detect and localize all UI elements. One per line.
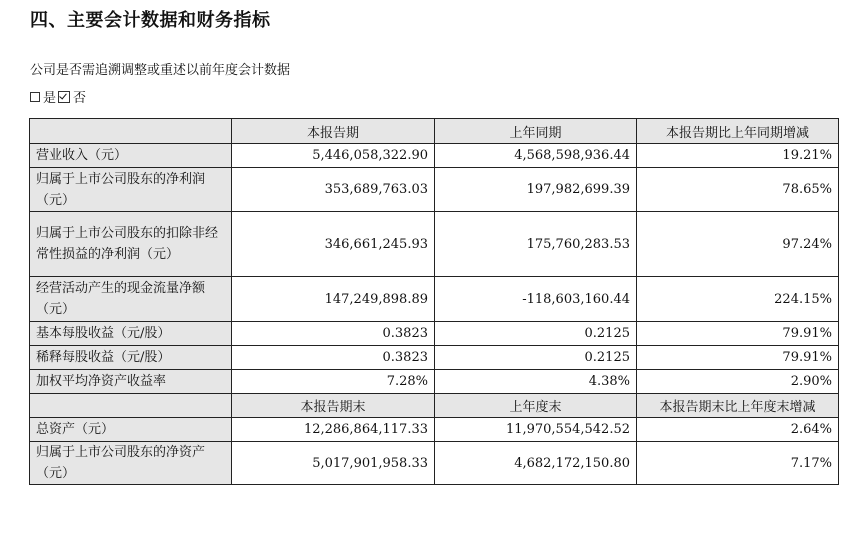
- table-row: [30, 346, 839, 370]
- value-cell: 12,286,864,117.33: [232, 418, 435, 442]
- value-cell: 79.91%: [637, 322, 839, 346]
- value-cell: 0.2125: [435, 346, 637, 370]
- table1-header-row: [30, 119, 839, 144]
- value-cell: 4.38%: [435, 370, 637, 394]
- header-cell: [30, 394, 232, 418]
- value-cell: 0.2125: [435, 322, 637, 346]
- header-cell: 上年度末: [435, 394, 637, 418]
- value-cell: 7.28%: [232, 370, 435, 394]
- table-row: [30, 418, 839, 442]
- value-cell: 4,568,598,936.44: [435, 144, 637, 168]
- table-row: [30, 277, 839, 322]
- no-checkbox-checked: [58, 91, 70, 103]
- table-row: [30, 442, 839, 485]
- value-cell: 5,017,901,958.33: [232, 442, 435, 485]
- restatement-question: 公司是否需追溯调整或重述以前年度会计数据: [30, 63, 291, 78]
- value-cell: 78.65%: [637, 168, 839, 212]
- no-label: 否: [73, 91, 87, 106]
- header-cell: 本报告期末比上年度末增减: [637, 394, 839, 418]
- row-label: 归属于上市公司股东的净利润（元）: [30, 168, 232, 212]
- row-label: 归属于上市公司股东的净资产（元）: [30, 442, 232, 485]
- value-cell: -118,603,160.44: [435, 277, 637, 322]
- header-cell: 本报告期比上年同期增减: [637, 119, 839, 144]
- row-label: 加权平均净资产收益率: [30, 370, 232, 394]
- row-label: 稀释每股收益（元/股）: [30, 346, 232, 370]
- value-cell: 197,982,699.39: [435, 168, 637, 212]
- row-label: 经营活动产生的现金流量净额（元）: [30, 277, 232, 322]
- header-cell: 本报告期: [232, 119, 435, 144]
- header-cell: 上年同期: [435, 119, 637, 144]
- value-cell: 11,970,554,542.52: [435, 418, 637, 442]
- section-heading: 四、主要会计数据和财务指标: [30, 10, 271, 31]
- value-cell: 346,661,245.93: [232, 212, 435, 277]
- restatement-choice: [30, 87, 86, 106]
- header-cell: [30, 119, 232, 144]
- table2-header-row: [30, 394, 839, 418]
- value-cell: 175,760,283.53: [435, 212, 637, 277]
- header-cell: 本报告期末: [232, 394, 435, 418]
- table-row: [30, 322, 839, 346]
- value-cell: 97.24%: [637, 212, 839, 277]
- value-cell: 147,249,898.89: [232, 277, 435, 322]
- value-cell: 79.91%: [637, 346, 839, 370]
- value-cell: 19.21%: [637, 144, 839, 168]
- table-row: [30, 212, 839, 277]
- table-row: [30, 168, 839, 212]
- value-cell: 224.15%: [637, 277, 839, 322]
- value-cell: 2.64%: [637, 418, 839, 442]
- table-row: [30, 144, 839, 168]
- table-row: [30, 370, 839, 394]
- financial-indicators-table: [29, 118, 839, 485]
- yes-label: 是: [43, 91, 57, 106]
- value-cell: 0.3823: [232, 322, 435, 346]
- row-label: 总资产（元）: [30, 418, 232, 442]
- value-cell: 2.90%: [637, 370, 839, 394]
- value-cell: 7.17%: [637, 442, 839, 485]
- value-cell: 5,446,058,322.90: [232, 144, 435, 168]
- value-cell: 353,689,763.03: [232, 168, 435, 212]
- row-label: 基本每股收益（元/股）: [30, 322, 232, 346]
- value-cell: 0.3823: [232, 346, 435, 370]
- yes-checkbox: [30, 92, 40, 102]
- value-cell: 4,682,172,150.80: [435, 442, 637, 485]
- row-label: 营业收入（元）: [30, 144, 232, 168]
- row-label: 归属于上市公司股东的扣除非经常性损益的净利润（元）: [30, 212, 232, 277]
